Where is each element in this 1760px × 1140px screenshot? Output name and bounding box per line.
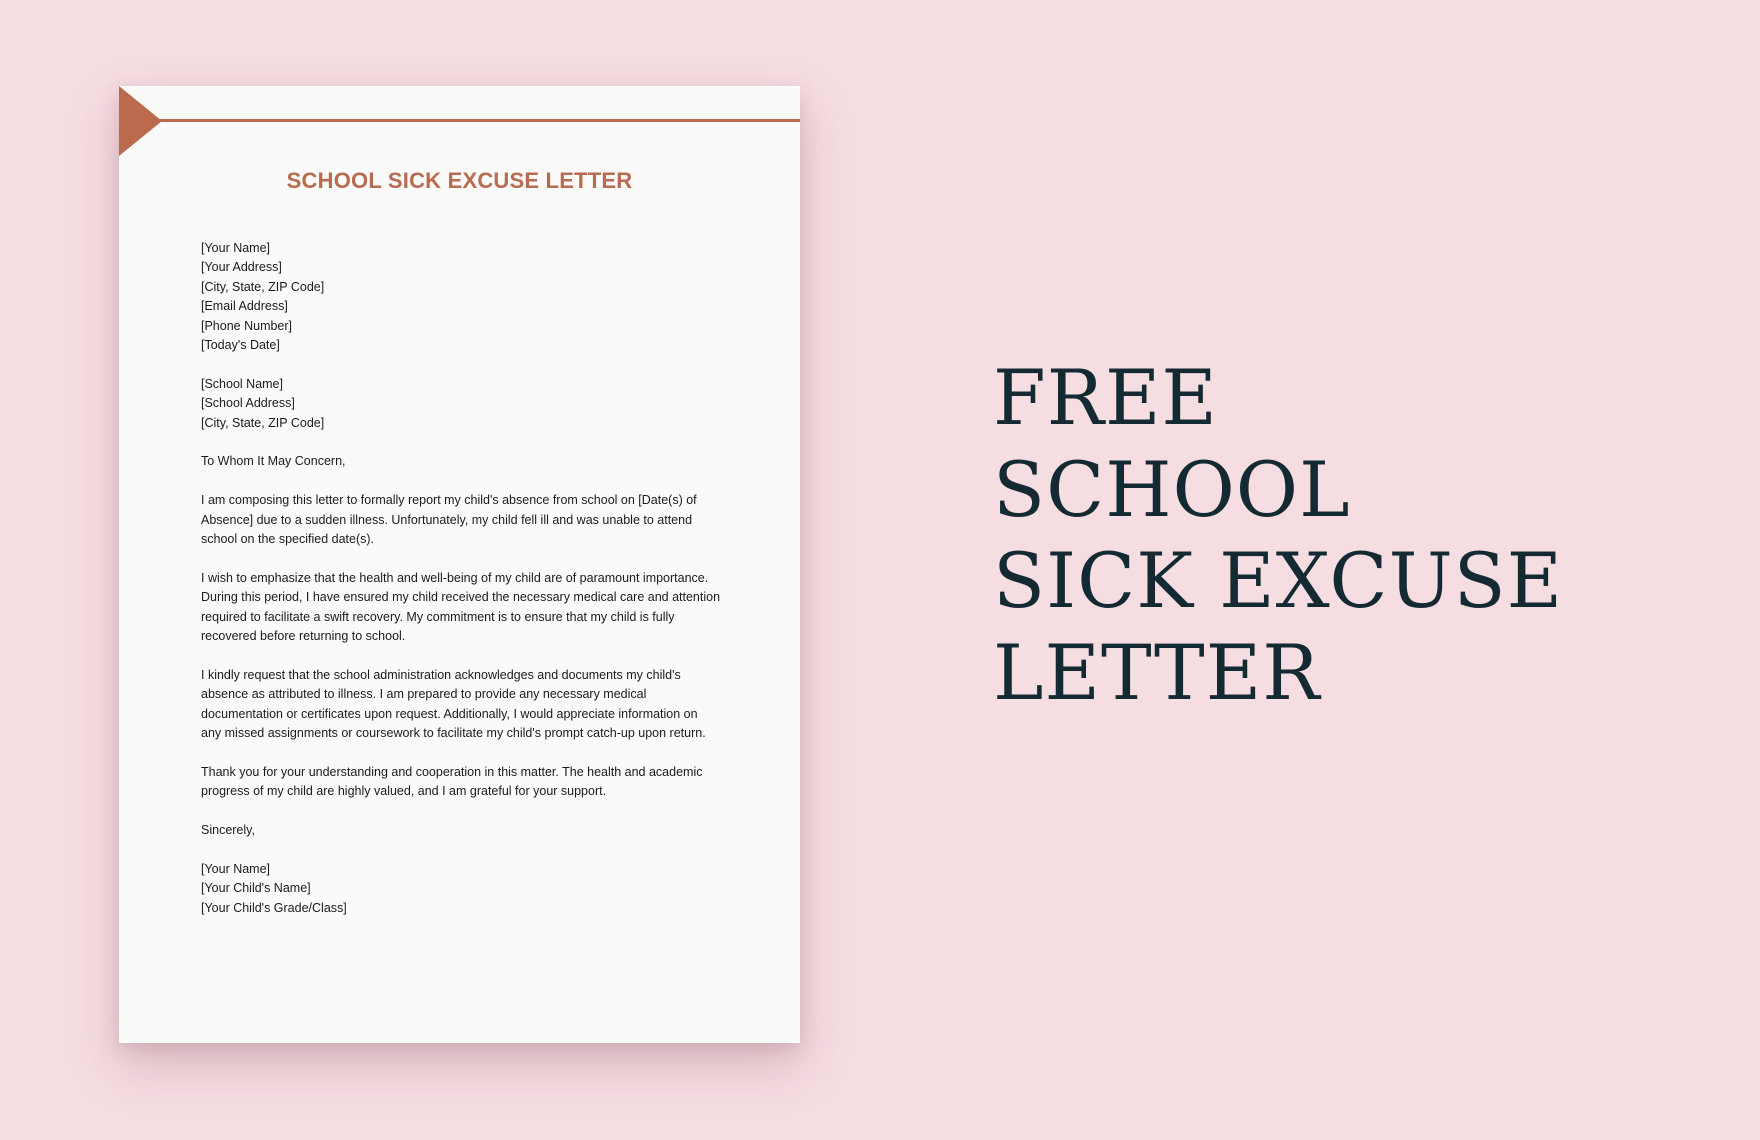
corner-triangle-decoration [119,86,162,156]
recipient-block [201,375,721,433]
signature-line: [Your Child's Name] [201,881,311,896]
signature-block [201,860,721,918]
recipient-line: [School Address] [201,396,295,411]
hero-title-line: LETTER [993,627,1321,717]
closing: Sincerely, [201,823,255,838]
signature-line: [Your Name] [201,861,271,876]
letter-body [201,239,721,937]
recipient-line: [City, State, ZIP Code] [201,415,325,430]
body-paragraph: Thank you for your understanding and cooperation in this matter. The health and academic progress of my child are highly valued, and I am grateful for your support. [201,764,703,799]
hero-title-line: SICK EXCUSE [993,536,1564,625]
sender-line: [City, State, ZIP Code] [201,279,325,294]
sender-line: [Today's Date] [201,338,280,353]
signature-line: [Your Child's Grade/Class] [201,900,347,915]
sender-line: [Your Address] [201,260,282,275]
letter-title: SCHOOL SICK EXCUSE LETTER [286,168,633,193]
body-paragraph: I kindly request that the school administration acknowledges and documents my child's absence as attributed to illness. I am prepared to provide any necessary medical documentation or certificates upon request. Additionally, I would appreciate information on any missed assignments or coursework to facilitate my child's prompt catch-up upon return. [201,667,706,741]
hero-title-line: SCHOOL [993,444,1351,534]
salutation: To Whom It May Concern, [201,454,346,469]
sender-line: [Email Address] [201,299,288,314]
recipient-line: [School Name] [201,376,283,391]
hero-title-line: FREE [993,353,1218,442]
hero-title [993,352,1563,718]
sender-line: [Your Name] [201,241,271,255]
body-paragraph: I wish to emphasize that the health and well-being of my child are of paramount importance. During this period, I have ensured my child received the necessary medical care and attention required to facilitate a swift recovery. My commitment is to ensure that my child is fully recovered before returning to school. [201,570,721,644]
header-rule-line [159,119,800,122]
sender-line: [Phone Number] [201,318,293,333]
body-paragraph: I am composing this letter to formally report my child's absence from school on [Date(s) of Absence] due to a sudden illness. Unfortunately, my child fell ill and was unable to attend school on the specified date(s). [201,493,697,547]
sender-block [201,239,721,355]
letter-preview-page [119,86,800,1043]
